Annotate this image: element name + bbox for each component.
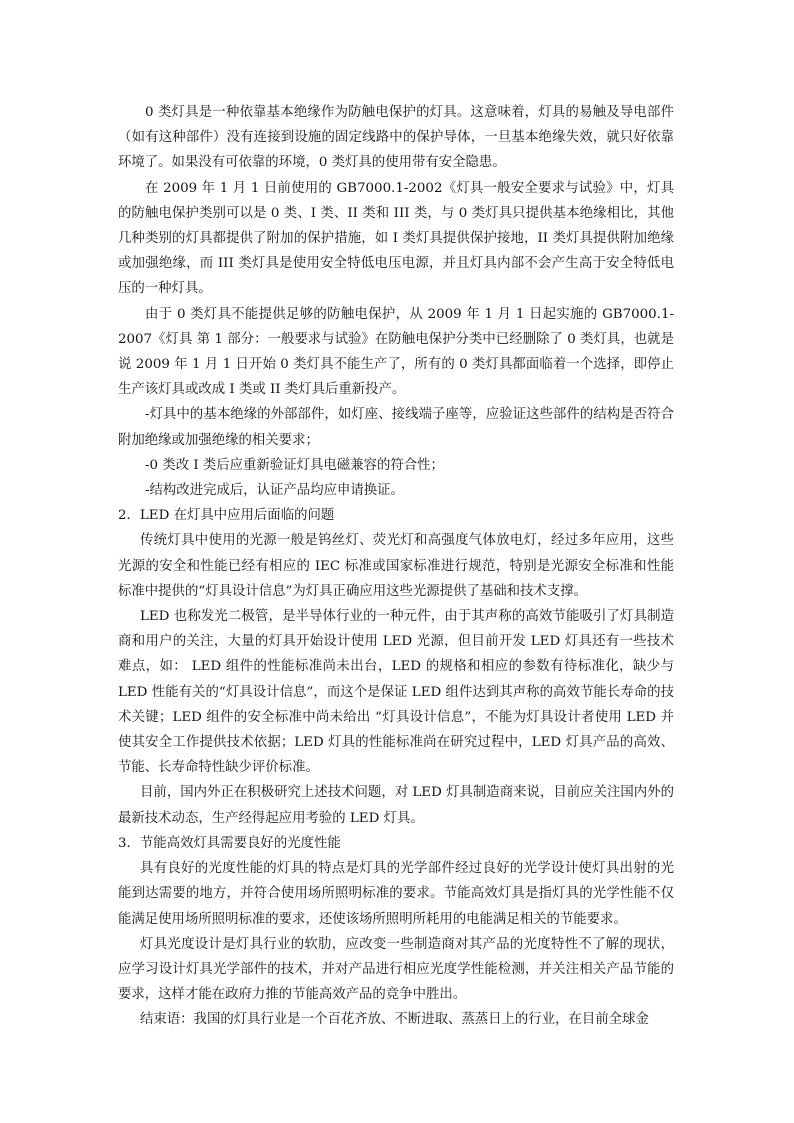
section-heading-led: 2．LED 在灯具中应用后面临的问题 xyxy=(118,508,335,524)
section-heading-photometric: 3．节能高效灯具需要良好的光度性能 xyxy=(118,835,341,851)
paragraph-traditional-sources: 传统灯具中使用的光源一般是钨丝灯、荧光灯和高强度气体放电灯，经过多年应用，这些光源的安全和性能已经有相应的 IEC 标准或国家标准进行规范，特别是光源安全标准和性能标准中提供的“灯具设计信息”为灯具正确应用这些光源提供了基础和技术支撑。 xyxy=(118,533,674,599)
paragraph-led-research: 目前，国内外正在积极研究上述技术问题，对 LED 灯具制造商来说，目前应关注国内外的最新技术动态，生产经得起应用考验的 LED 灯具。 xyxy=(118,785,674,826)
paragraph-class-0-removed: 由于 0 类灯具不能提供足够的防触电保护，从 2009 年 1 月 1 日起实施的 GB7000.1-2007《灯具 第 1 部分：一般要求与试验》在防触电保护分类中已经删除了 0 类灯具，也就是说 2009 年 1 月 1 日开始 0 类灯具不能生产了，所有的 0 类灯具都面临着一个选择，即停止生产该灯具或改成 I 类或 II 类灯具后重新投产。 xyxy=(118,306,674,398)
list-item-insulation-check: -灯具中的基本绝缘的外部部件，如灯座、接线端子座等，应验证这些部件的结构是否符合附加绝缘或加强绝缘的相关要求； xyxy=(118,407,674,448)
paragraph-photometric-performance: 具有良好的光度性能的灯具的特点是灯具的光学部件经过良好的光学设计使灯具出射的光能到达需要的地方，并符合使用场所照明标准的要求。节能高效灯具是指灯具的光学性能不仅能满足使用场所照明标准的要求，还使该场所照明所耗用的电能满足相关的节能要求。 xyxy=(118,861,674,927)
list-item-certificate-renewal: -结构改进完成后，认证产品均应申请换证。 xyxy=(145,483,404,499)
list-item-emc-check: -0 类改 I 类后应重新验证灯具电磁兼容的符合性； xyxy=(145,457,444,473)
paragraph-protection-classes: 在 2009 年 1 月 1 日前使用的 GB7000.1-2002《灯具一般安全要求与试验》中，灯具的防触电保护类别可以是 0 类、I 类、II 类和 III 类，与 0 类灯具只提供基本绝缘相比，其他几种类别的灯具都提供了附加的保护措施，如 I 类灯具提供保护接地，II 类灯具提供附加绝缘或加强绝缘，而 III 类灯具是使用安全特低电压电源，并且灯具内部不会产生高于安全特低电压的一种灯具。 xyxy=(118,180,674,297)
paragraph-photometric-design: 灯具光度设计是灯具行业的软肋，应改变一些制造商对其产品的光度特性不了解的现状，应学习设计灯具光学部件的技术，并对产品进行相应光度学性能检测，并关注相关产品节能的要求，这样才能在政府力推的节能高效产品的竞争中胜出。 xyxy=(118,936,674,1003)
paragraph-conclusion: 结束语：我国的灯具行业是一个百花齐放、不断进取、蒸蒸日上的行业，在目前全球金 xyxy=(140,1012,649,1028)
document-page xyxy=(118,100,674,1033)
paragraph-class-0-definition: 0 类灯具是一种依靠基本绝缘作为防触电保护的灯具。这意味着，灯具的易触及导电部件（如有这种部件）没有连接到设施的固定线路中的保护导体，一旦基本绝缘失效，就只好依靠环境了。如果没有可依靠的环境，0 类灯具的使用带有安全隐患。 xyxy=(118,105,674,171)
paragraph-led-difficulties: LED 也称发光二极管，是半导体行业的一种元件，由于其声称的高效节能吸引了灯具制造商和用户的关注，大量的灯具开始设计使用 LED 光源，但目前开发 LED 灯具还有一些技术难点，如： LED 组件的性能标准尚未出台，LED 的规格和相应的参数有待标准化，缺少与 LED 性能有关的“灯具设计信息”，而这个是保证 LED 组件达到其声称的高效节能长寿命的技术关键；LED 组件的安全标准中尚未给出 “灯具设计信息”，不能为灯具设计者使用 LED 并使其安全工作提供技术依据；LED 灯具的性能标准尚在研究过程中，LED 灯具产品的高效、节能、长寿命特性缺少评价标准。 xyxy=(118,609,674,776)
